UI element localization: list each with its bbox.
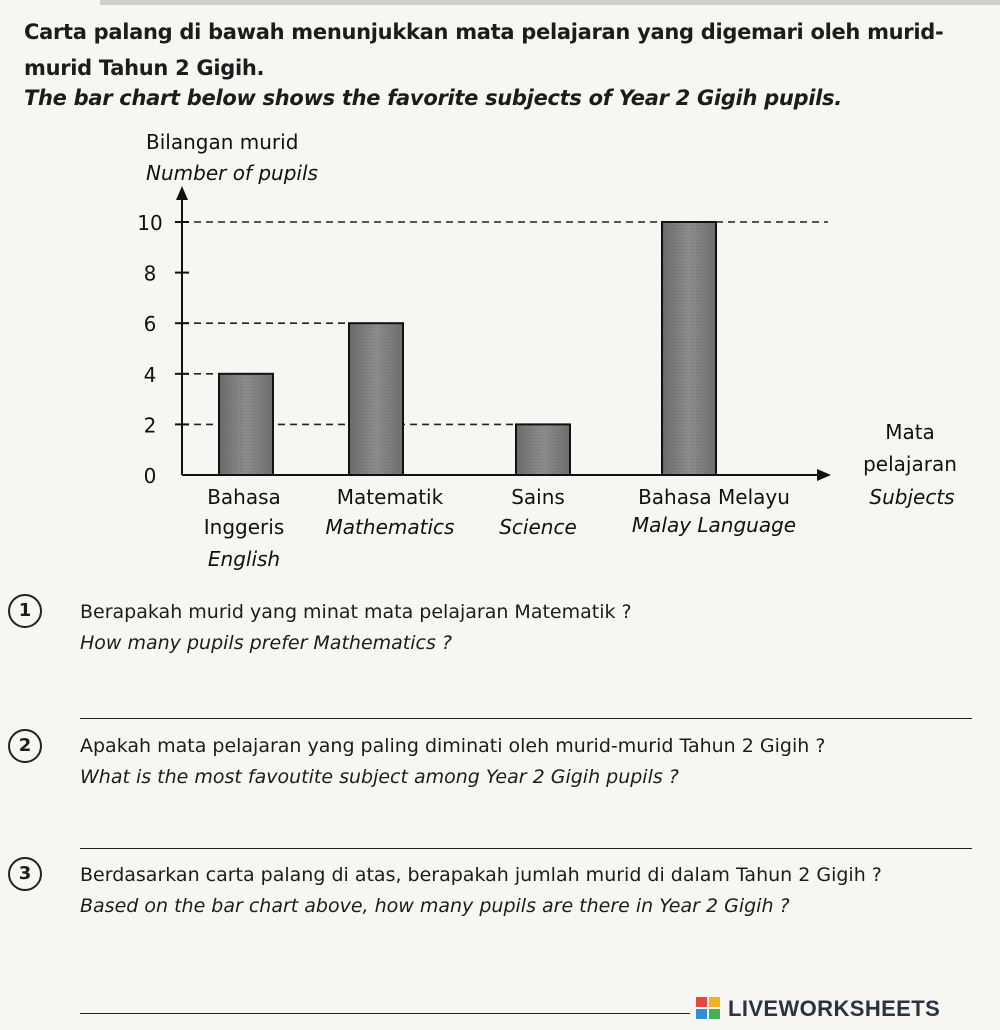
category-label-malay-1-line-1: Bahasa bbox=[207, 485, 281, 509]
question-2-malay: Apakah mata pelajaran yang paling diminati oleh murid-murid Tahun 2 Gigih ? bbox=[80, 735, 826, 757]
y-axis-title-malay: Bilangan murid bbox=[146, 130, 299, 154]
y-axis-title-english: Number of pupils bbox=[146, 161, 318, 185]
question-2-text bbox=[80, 731, 980, 793]
y-tick-label-2: 2 bbox=[143, 413, 157, 438]
x-axis-title-malay-line-2: pelajaran bbox=[863, 452, 957, 476]
answer-line-1[interactable] bbox=[80, 718, 972, 719]
category-label-english-1: English bbox=[207, 547, 281, 571]
question-number-2: 2 bbox=[8, 729, 42, 763]
y-tick-label-4: 4 bbox=[143, 362, 157, 387]
y-axis-arrow bbox=[176, 186, 188, 200]
bar-texture-1 bbox=[220, 375, 272, 474]
category-label-english-2: Mathematics bbox=[325, 515, 455, 539]
bar-texture-2 bbox=[350, 324, 402, 474]
y-tick-label-8: 8 bbox=[143, 261, 157, 286]
category-label-malay-3: Sains bbox=[511, 485, 565, 509]
answer-line-3[interactable] bbox=[80, 1013, 690, 1014]
y-tick-label-6: 6 bbox=[143, 312, 157, 337]
bar-texture-3 bbox=[517, 425, 569, 474]
category-label-english-4: Malay Language bbox=[631, 513, 797, 537]
top-border-strip bbox=[100, 0, 1000, 5]
liveworksheets-logo-icon bbox=[696, 997, 722, 1021]
category-label-malay-4: Bahasa Melayu bbox=[638, 485, 790, 509]
category-label-malay-1-line-2: Inggeris bbox=[203, 515, 285, 539]
y-tick-label-0: 0 bbox=[143, 464, 157, 488]
bar-chart bbox=[0, 120, 1000, 580]
x-axis-title-malay-line-1: Mata bbox=[885, 420, 935, 444]
question-1-english: How many pupils prefer Mathematics ? bbox=[80, 632, 452, 654]
x-axis-arrow bbox=[817, 469, 831, 481]
y-tick-label-10: 10 bbox=[137, 211, 163, 235]
question-1-text bbox=[80, 597, 980, 659]
liveworksheets-logo bbox=[696, 995, 940, 1023]
question-number-3: 3 bbox=[8, 857, 42, 891]
bar-texture-4 bbox=[663, 223, 715, 474]
question-3-malay: Berdasarkan carta palang di atas, berapakah jumlah murid di dalam Tahun 2 Gigih ? bbox=[80, 864, 882, 886]
answer-line-2[interactable] bbox=[80, 848, 972, 849]
question-3-text bbox=[80, 860, 975, 922]
question-3-english: Based on the bar chart above, how many pupils are there in Year 2 Gigih ? bbox=[80, 895, 790, 917]
instruction-title-english: The bar chart below shows the favorite subjects of Year 2 Gigih pupils. bbox=[24, 86, 842, 110]
instruction-title-malay: Carta palang di bawah menunjukkan mata pelajaran yang digemari oleh murid-murid Tahun 2 Gigih. bbox=[24, 20, 944, 80]
x-axis-title-english: Subjects bbox=[869, 485, 955, 509]
category-label-malay-2: Matematik bbox=[336, 485, 444, 509]
category-label-english-3: Science bbox=[499, 515, 577, 539]
question-2-english: What is the most favoutite subject among Year 2 Gigih pupils ? bbox=[80, 766, 679, 788]
logo-text: LIVEWORKSHEETS bbox=[728, 996, 941, 1021]
question-number-1: 1 bbox=[8, 594, 42, 628]
question-1-malay: Berapakah murid yang minat mata pelajaran Matematik ? bbox=[80, 601, 632, 623]
